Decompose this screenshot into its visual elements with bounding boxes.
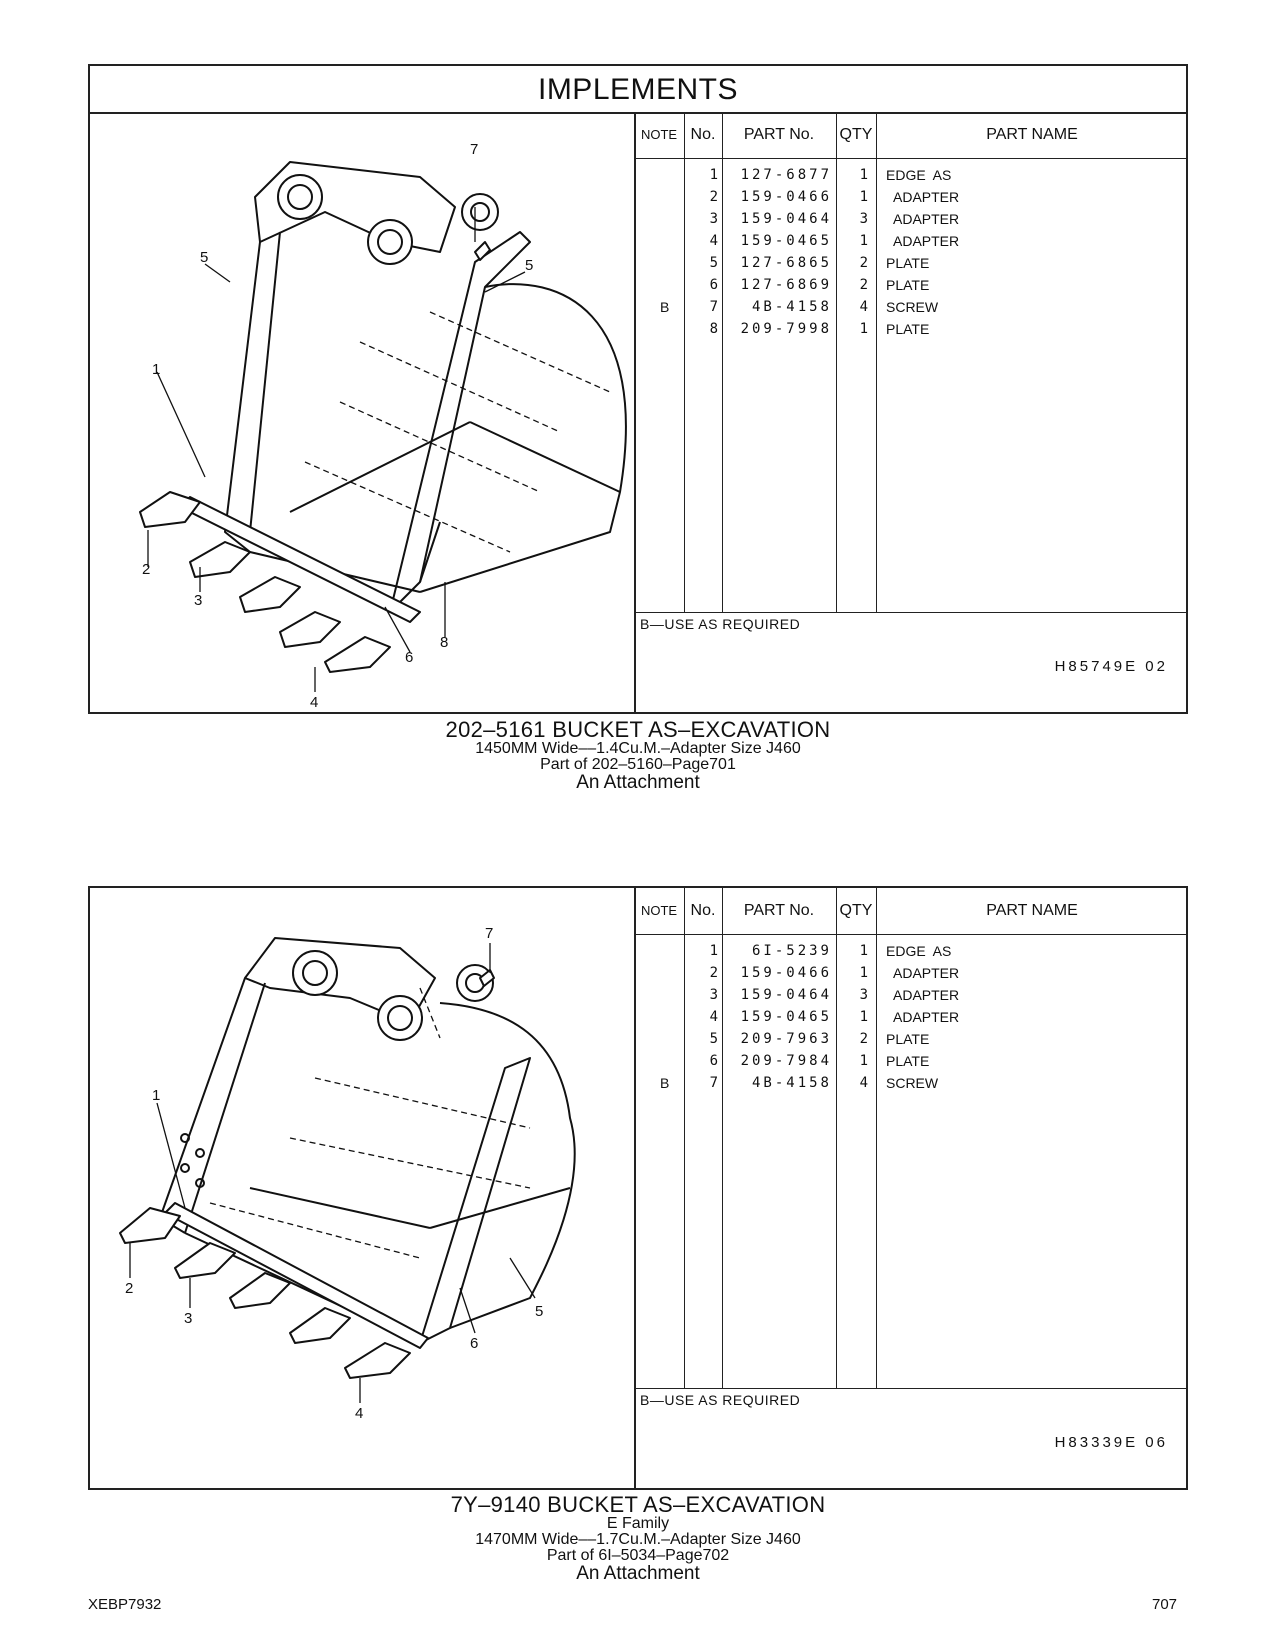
col-partname-header: PART NAME [986, 126, 1078, 143]
caption-line: 1470MM Wide––1.7Cu.M.–Adapter Size J460 [475, 1531, 801, 1548]
callout-8: 8 [440, 634, 449, 651]
illustration-code: H83339E 06 [1054, 1434, 1168, 1451]
document-code: XEBP7932 [88, 1596, 162, 1613]
callout-1: 1 [152, 361, 161, 378]
col-note-header: NOTE [640, 127, 678, 142]
callout-2: 2 [125, 1280, 134, 1297]
callout-5: 5 [535, 1303, 544, 1320]
parts-table-2 [634, 888, 1186, 1488]
col-partno-header: PART No. [743, 126, 815, 143]
callout-6: 6 [470, 1335, 479, 1352]
caption-2 [88, 1494, 1188, 1583]
callout-7: 7 [470, 141, 479, 158]
note-code: B [660, 299, 670, 315]
table-row: 4 159-0465 1 ADAPTER [709, 233, 960, 249]
table-row: 3 159-0464 3 ADAPTER [709, 987, 960, 1003]
table-row: 2 159-0466 1 ADAPTER [709, 189, 960, 205]
col-qty-header: QTY [839, 126, 873, 143]
callout-5-left: 5 [200, 249, 209, 266]
table-row: 2 159-0466 1 ADAPTER [709, 965, 960, 981]
col-qty-header: QTY [839, 902, 873, 919]
illustration-code: H85749E 02 [1054, 658, 1168, 675]
table-row: 8 209-7998 1 PLATE [709, 321, 930, 337]
callout-2: 2 [142, 561, 151, 578]
callout-3: 3 [194, 592, 203, 609]
col-no-header: No. [690, 126, 716, 143]
callout-7: 7 [485, 925, 494, 942]
caption-line: 1450MM Wide––1.4Cu.M.–Adapter Size J460 [475, 740, 801, 757]
caption-title: 7Y–9140 BUCKET AS–EXCAVATION [450, 1492, 826, 1517]
caption-attachment: An Attachment [576, 1563, 700, 1584]
footnote: B—USE AS REQUIRED [640, 616, 801, 632]
table-row: 6 209-7984 1 PLATE [709, 1053, 930, 1069]
table-row: 4 159-0465 1 ADAPTER [709, 1009, 960, 1025]
caption-line: Part of 202–5160–Page701 [540, 756, 736, 773]
table-row: B 7 4B-4158 4 SCREW [634, 1072, 1186, 1095]
caption-title: 202–5161 BUCKET AS–EXCAVATION [445, 717, 831, 742]
parts-panel-2 [88, 886, 1188, 1490]
table-row: 5 127-6865 2 PLATE [709, 255, 930, 271]
col-partno-header: PART No. [743, 902, 815, 919]
table-row: 3 159-0464 3 ADAPTER [709, 211, 960, 227]
callout-4: 4 [310, 694, 319, 711]
caption-line: Part of 6I–5034–Page702 [546, 1547, 730, 1564]
callout-4: 4 [355, 1405, 364, 1422]
col-note-header: NOTE [640, 903, 678, 918]
section-title: IMPLEMENTS [90, 66, 1186, 114]
caption-attachment: An Attachment [576, 772, 700, 793]
note-code: B [660, 1075, 670, 1091]
bucket-illustration-1 [90, 112, 636, 712]
callout-3: 3 [184, 1310, 193, 1327]
table-row: 6 127-6869 2 PLATE [709, 277, 930, 293]
page-number: 707 [1152, 1596, 1178, 1613]
callout-1: 1 [152, 1087, 161, 1104]
caption-line: E Family [606, 1515, 670, 1532]
col-partname-header: PART NAME [986, 902, 1078, 919]
caption-1 [88, 719, 1188, 792]
table-row: 5 209-7963 2 PLATE [709, 1031, 930, 1047]
parts-table-1 [634, 112, 1186, 712]
footnote: B—USE AS REQUIRED [640, 1392, 801, 1408]
table-row: B 7 4B-4158 4 SCREW [634, 296, 1186, 319]
col-no-header: No. [690, 902, 716, 919]
bucket-drawing-2 [90, 888, 634, 1488]
callout-5-right: 5 [525, 257, 534, 274]
bucket-illustration-2 [90, 888, 636, 1488]
table-row: 1 127-6877 1 EDGE AS [709, 167, 952, 183]
callout-6: 6 [405, 649, 414, 666]
bucket-drawing-1 [90, 112, 634, 712]
table-row: 1 6I-5239 1 EDGE AS [709, 943, 952, 959]
parts-panel-1 [88, 64, 1188, 714]
